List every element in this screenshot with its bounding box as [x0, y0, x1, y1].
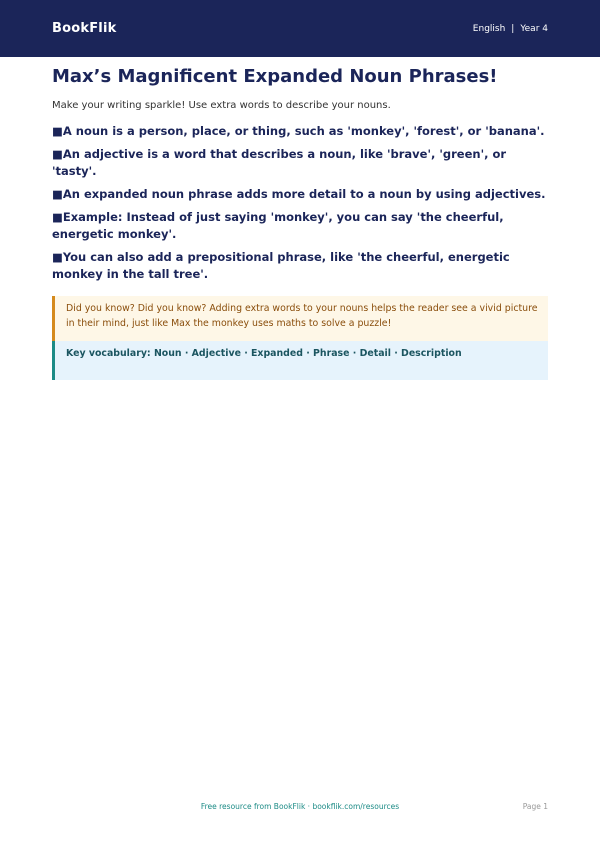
key-vocabulary-text: Key vocabulary: Noun · Adjective · Expanded · Phrase · Detail · Description: [66, 348, 462, 359]
page-title: Max’s Magnificent Expanded Noun Phrases!: [52, 66, 498, 87]
list-item: [52, 123, 548, 140]
header-meta: [473, 24, 548, 34]
list-item: [52, 249, 548, 283]
square-bullet-icon: ■: [52, 147, 63, 161]
did-you-know-text: Did you know? Did you know? Adding extra words to your nouns helps the reader see a vivid picture in their mind, just like Max the monkey uses maths to solve a puzzle!: [66, 303, 538, 329]
point-text: Example: Instead of just saying 'monkey', you can say 'the cheerful, energetic monkey'.: [52, 210, 504, 241]
square-bullet-icon: ■: [52, 210, 63, 224]
key-points-list: [52, 123, 548, 283]
list-item: [52, 186, 548, 203]
footer-credit-link[interactable]: Free resource from BookFlik · bookflik.com/resources: [200, 802, 400, 811]
point-text: You can also add a prepositional phrase, like 'the cheerful, energetic monkey in the tall tree'.: [52, 250, 510, 281]
did-you-know-callout: [52, 296, 548, 341]
key-vocabulary-box: [52, 341, 548, 380]
page-number: Page 1: [522, 802, 548, 811]
point-text: An adjective is a word that describes a noun, like 'brave', 'green', or 'tasty'.: [52, 147, 507, 178]
page-footer: [52, 802, 548, 814]
subject-label: English: [472, 23, 506, 34]
brand-logo-text[interactable]: BookFlik: [52, 21, 117, 36]
main-content: [52, 66, 548, 380]
year-label: Year 4: [520, 23, 548, 34]
meta-separator: |: [511, 23, 515, 34]
list-item: [52, 146, 548, 180]
square-bullet-icon: ■: [52, 124, 63, 138]
intro-text: Make your writing sparkle! Use extra words to describe your nouns.: [52, 100, 391, 111]
square-bullet-icon: ■: [52, 187, 63, 201]
square-bullet-icon: ■: [52, 250, 63, 264]
header-bar: [0, 0, 600, 57]
list-item: [52, 209, 548, 243]
point-text: An expanded noun phrase adds more detail to a noun by using adjectives.: [62, 187, 546, 201]
point-text: A noun is a person, place, or thing, such as 'monkey', 'forest', or 'banana'.: [62, 124, 545, 138]
